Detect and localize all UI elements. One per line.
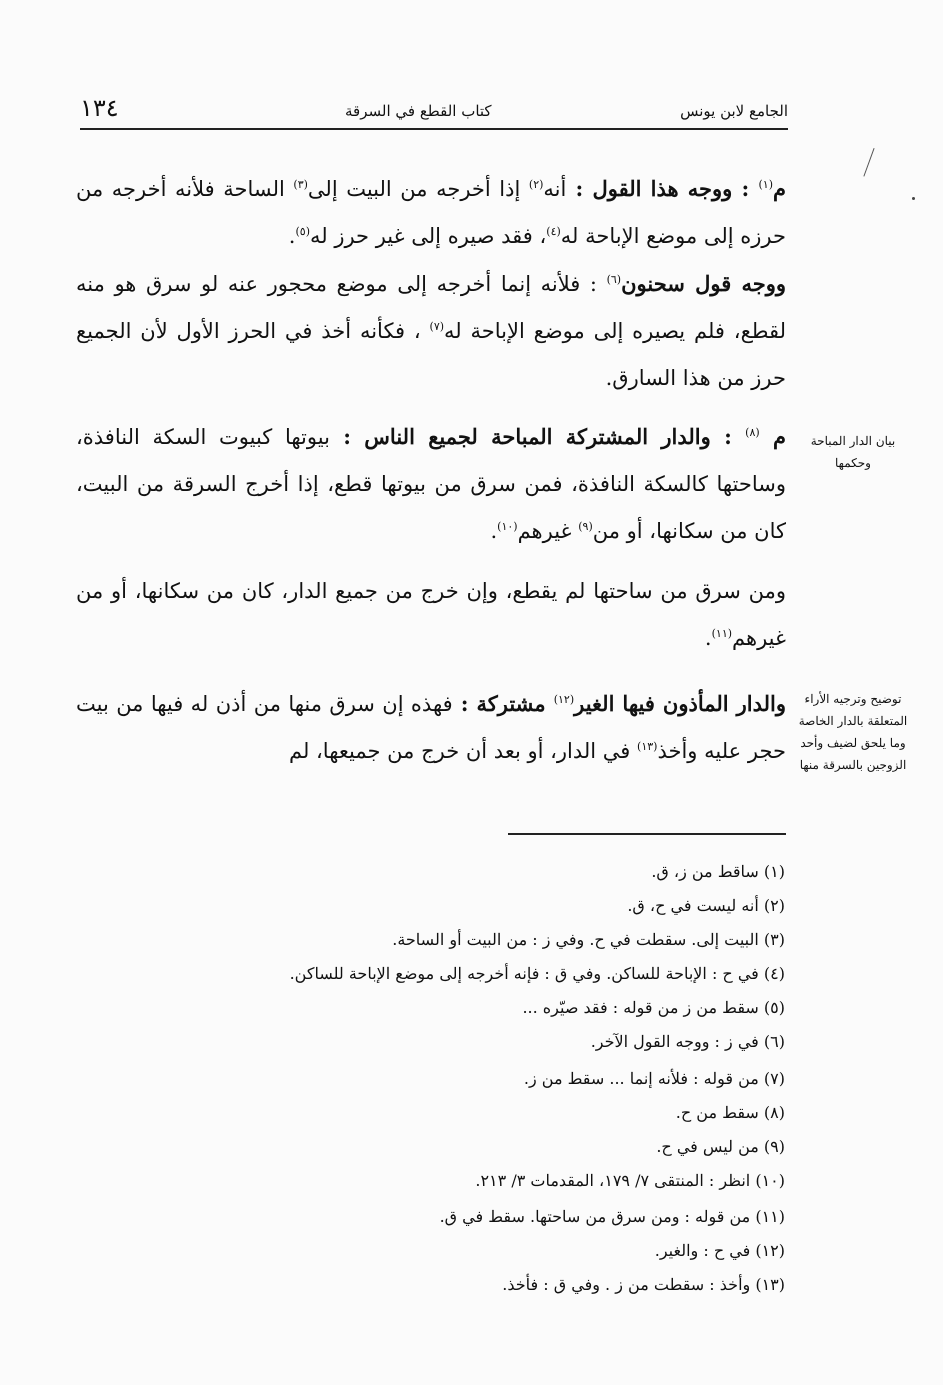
text-run: بيوتها كبيوت السكة النافذة، وساحتها كالسكة النافذة، فمن سرق من بيوتها قطع، إذا أخرج السرقة من البيت، كان من سكانها، أو من — [76, 425, 786, 543]
footnote-marker: (٣) — [293, 178, 308, 191]
bold-run: م — [772, 176, 786, 201]
footnote-marker: (١) — [758, 178, 773, 191]
scan-dot — [912, 197, 915, 200]
footnote: (٧) من قوله : فلأنه إنما ... سقط من ز. — [523, 1069, 785, 1088]
footnote: (٨) سقط من ح. — [675, 1103, 785, 1122]
chapter-title: كتاب القطع في السرقة — [345, 102, 492, 120]
text-run: غيرهم — [517, 519, 579, 543]
margin-note: بيان الدار المباحة وحكمها — [810, 434, 896, 470]
footnote-rule — [508, 833, 786, 835]
footnote: (٤) في ح : الإباحة للساكن. وفي ق : فإنه أخرجه إلى موضع الإباحة للساكن. — [289, 964, 785, 983]
page-number: ١٣٤ — [80, 94, 119, 122]
book-title: الجامع لابن يونس — [680, 102, 788, 120]
footnote-marker: (٥) — [295, 225, 310, 238]
text-run: ، فكأنه أخذ في الحرز الأول لأن الجميع حرز من هذا السارق. — [76, 319, 786, 390]
paragraph — [76, 568, 786, 662]
bold-run: والدار المأذون فيها الغير — [574, 691, 786, 716]
footnote: (١٠) انظر : المنتقى ٧/ ١٧٩، المقدمات ٣/ ٢١٣. — [475, 1171, 785, 1190]
footnote: (١٢) في ح : والغير. — [654, 1241, 785, 1260]
text-run: ومن سرق من ساحتها لم يقطع، وإن خرج من جميع الدار، كان من سكانها، أو من غيرهم — [76, 579, 786, 650]
bold-run: ووجه قول سحنون — [621, 271, 786, 296]
text-run: فهذه إن سرق منها من أذن له فيها من بيت حجر عليه وأخذ — [76, 692, 786, 763]
footnote: (٩) من ليس في ح. — [656, 1137, 785, 1156]
footnote: (٦) في ز : ووجه القول الآخر. — [590, 1032, 785, 1051]
text-run: . — [704, 626, 712, 650]
footnote-marker: (٤) — [546, 225, 561, 238]
margin-note: توضيح وترجيه الأراء المتعلقة بالدار الخاصة وما يلحق لضيف وأحد الزوجين بالسرقة منها — [798, 692, 908, 772]
footnote: (١١) من قوله : ومن سرق من ساحتها. سقط في ق. — [439, 1207, 785, 1226]
footnote-marker: (٧) — [429, 320, 445, 333]
text-run: . — [490, 519, 498, 543]
footnote-marker: (٨) — [745, 426, 760, 439]
footnote-marker: (١٢) — [553, 693, 575, 706]
paragraph — [76, 413, 786, 555]
text-run: : فلأنه إنما أخرجه إلى موضع محجور عنه لو سرق هو منه لقطع، فلم يصيره إلى موضع الإباحة له — [76, 272, 786, 343]
footnote: (٢) أنه ليست في ح، ق. — [627, 896, 785, 915]
footnote-marker: (١١) — [711, 627, 733, 640]
text-run: الساحة فلأنه أخرجه من حرزه إلى موضع الإباحة له — [76, 177, 786, 248]
bold-run: : والدار المشتركة المباحة لجميع الناس : — [329, 424, 746, 449]
footnote: (٥) سقط من ز من قوله : فقد صيّره ... — [522, 998, 785, 1017]
footnote-marker: (٩) — [578, 520, 593, 533]
text-run: إذا أخرجه من البيت إلى — [307, 177, 529, 201]
text-run: . — [288, 224, 296, 248]
footnote: (١٣) وأخذ : سقطت من ز . وفي ق : فأخذ. — [502, 1275, 785, 1294]
paragraph — [76, 165, 786, 260]
footnote: (٣) البيت إلى. سقطت في ح. وفي ز : من البيت أو الساحة. — [392, 930, 785, 949]
bold-run: م — [759, 424, 786, 449]
scan-mark — [863, 148, 889, 182]
paragraph — [76, 260, 786, 402]
paragraph — [76, 680, 786, 775]
text-run: في الدار، أو بعد أن خرج من جميعها، لم — [288, 739, 638, 763]
footnote-marker: (٢) — [528, 178, 544, 191]
footnote-marker: (٦) — [606, 273, 622, 286]
bold-run: مشتركة : — [452, 691, 554, 716]
text-run: ، فقد صيره إلى غير حرز له — [309, 224, 547, 248]
bold-run: : ووجه هذا القول : — [566, 176, 759, 201]
footnote-marker: (١٣) — [637, 740, 658, 753]
text-run: أنه — [543, 177, 567, 201]
running-header — [80, 96, 788, 130]
footnote: (١) ساقط من ز، ق. — [651, 862, 785, 881]
footnote-marker: (١٠) — [497, 520, 518, 533]
